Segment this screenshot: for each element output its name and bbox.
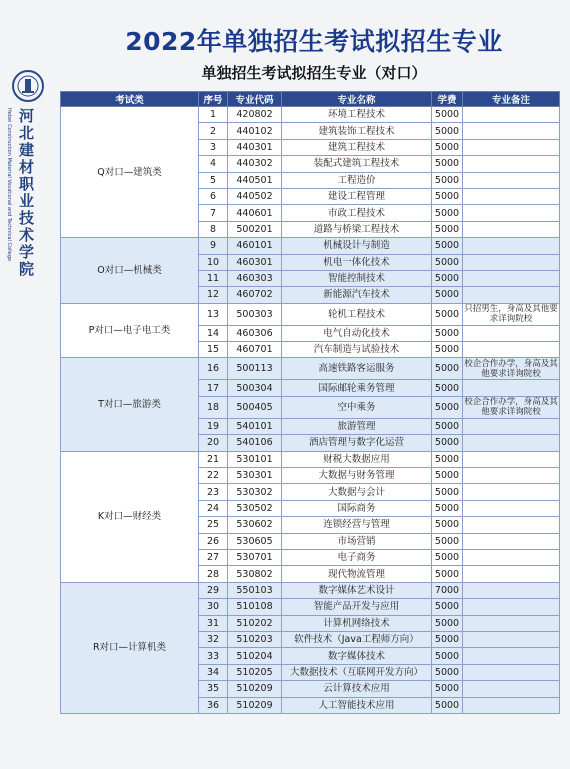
number-cell: 1 [199,107,228,123]
code-cell: 540106 [228,435,282,451]
fee-cell: 5000 [432,664,463,680]
number-cell: 12 [199,287,228,303]
major-name-cell: 建设工程管理 [282,188,432,204]
fee-cell: 7000 [432,582,463,598]
code-cell: 530101 [228,451,282,467]
major-name-cell: 智能控制技术 [282,270,432,286]
note-cell [463,221,560,237]
fee-cell: 5000 [432,254,463,270]
table-header [61,92,560,107]
code-cell: 500201 [228,221,282,237]
note-cell [463,342,560,358]
fee-cell: 5000 [432,123,463,139]
note-cell [463,631,560,647]
note-cell [463,188,560,204]
col-header-name: 专业名称 [282,92,432,107]
major-name-cell: 大数据技术（互联网开发方向） [282,664,432,680]
number-cell: 10 [199,254,228,270]
fee-cell: 5000 [432,287,463,303]
note-cell [463,156,560,172]
fee-cell: 5000 [432,107,463,123]
code-cell: 440502 [228,188,282,204]
fee-cell: 5000 [432,342,463,358]
major-name-cell: 数字媒体技术 [282,648,432,664]
major-name-cell: 市政工程技术 [282,205,432,221]
number-cell: 9 [199,238,228,254]
code-cell: 530605 [228,533,282,549]
note-cell [463,435,560,451]
fee-cell: 5000 [432,468,463,484]
code-cell: 530301 [228,468,282,484]
code-cell: 510202 [228,615,282,631]
code-cell: 460702 [228,287,282,303]
fee-cell: 5000 [432,484,463,500]
code-cell: 510108 [228,599,282,615]
major-name-cell: 计算机网络技术 [282,615,432,631]
note-cell [463,648,560,664]
school-logo [12,70,44,102]
table-row [61,451,560,467]
major-name-cell: 国际商务 [282,500,432,516]
code-cell: 500303 [228,303,282,325]
code-cell: 530602 [228,517,282,533]
note-cell [463,664,560,680]
school-name: 河北建材职业技术学院 [17,108,35,278]
note-cell [463,270,560,286]
code-cell: 530502 [228,500,282,516]
col-header-code: 专业代码 [228,92,282,107]
fee-cell: 5000 [432,697,463,713]
col-header-fee: 学费 [432,92,463,107]
code-cell: 500304 [228,380,282,396]
note-cell [463,517,560,533]
number-cell: 24 [199,500,228,516]
note-cell [463,107,560,123]
number-cell: 18 [199,396,228,418]
number-cell: 3 [199,139,228,155]
fee-cell: 5000 [432,631,463,647]
fee-cell: 5000 [432,533,463,549]
code-cell: 510209 [228,697,282,713]
code-cell: 460303 [228,270,282,286]
code-cell: 550103 [228,582,282,598]
code-cell: 530302 [228,484,282,500]
major-name-cell: 大数据与财务管理 [282,468,432,484]
fee-cell: 5000 [432,681,463,697]
code-cell: 460701 [228,342,282,358]
code-cell: 440601 [228,205,282,221]
category-cell: T对口—旅游类 [61,358,199,451]
note-cell [463,123,560,139]
major-name-cell: 云计算技术应用 [282,681,432,697]
note-cell: 校企合作办学，身高及其他要求详询院校 [464,397,558,418]
major-name-cell: 机电一体化技术 [282,254,432,270]
code-cell: 460306 [228,325,282,341]
note-cell [463,172,560,188]
major-name-cell: 汽车制造与试验技术 [282,342,432,358]
fee-cell: 5000 [432,599,463,615]
code-cell: 440301 [228,139,282,155]
number-cell: 17 [199,380,228,396]
major-name-cell: 装配式建筑工程技术 [282,156,432,172]
fee-cell: 5000 [432,325,463,341]
note-cell: 只招男生，身高及其他要求详询院校 [464,304,558,325]
fee-cell: 5000 [432,205,463,221]
note-cell [463,254,560,270]
number-cell: 20 [199,435,228,451]
note-cell [463,205,560,221]
code-cell: 530701 [228,549,282,565]
col-header-category: 考试类 [61,92,199,107]
number-cell: 27 [199,549,228,565]
table-row [61,107,560,123]
fee-cell: 5000 [432,648,463,664]
number-cell: 35 [199,681,228,697]
major-name-cell: 数字媒体艺术设计 [282,582,432,598]
major-name-cell: 轮机工程技术 [282,303,432,325]
category-cell: Q对口—建筑类 [61,107,199,238]
number-cell: 7 [199,205,228,221]
note-cell [463,468,560,484]
number-cell: 36 [199,697,228,713]
major-name-cell: 智能产品开发与应用 [282,599,432,615]
fee-cell: 5000 [432,396,463,418]
code-cell: 500405 [228,396,282,418]
number-cell: 26 [199,533,228,549]
number-cell: 33 [199,648,228,664]
fee-cell: 5000 [432,500,463,516]
major-name-cell: 软件技术（Java工程师方向） [282,631,432,647]
number-cell: 16 [199,358,228,380]
code-cell: 540101 [228,418,282,434]
fee-cell: 5000 [432,517,463,533]
fee-cell: 5000 [432,418,463,434]
note-cell [463,287,560,303]
fee-cell: 5000 [432,221,463,237]
number-cell: 14 [199,325,228,341]
major-name-cell: 高速铁路客运服务 [282,358,432,380]
major-name-cell: 现代物流管理 [282,566,432,582]
majors-table [60,91,560,714]
number-cell: 22 [199,468,228,484]
major-name-cell: 旅游管理 [282,418,432,434]
major-name-cell: 人工智能技术应用 [282,697,432,713]
table-row [61,303,560,325]
number-cell: 13 [199,303,228,325]
col-header-note: 专业备注 [463,92,560,107]
note-cell [463,380,560,396]
code-cell: 460301 [228,254,282,270]
fee-cell: 5000 [432,238,463,254]
major-name-cell: 新能源汽车技术 [282,287,432,303]
fee-cell: 5000 [432,451,463,467]
fee-cell: 5000 [432,139,463,155]
code-cell: 510203 [228,631,282,647]
major-name-cell: 国际邮轮乘务管理 [282,380,432,396]
number-cell: 25 [199,517,228,533]
code-cell: 420802 [228,107,282,123]
major-name-cell: 道路与桥梁工程技术 [282,221,432,237]
col-header-no: 序号 [199,92,228,107]
note-cell [463,549,560,565]
note-cell [463,500,560,516]
number-cell: 30 [199,599,228,615]
note-cell [463,681,560,697]
code-cell: 500113 [228,358,282,380]
number-cell: 32 [199,631,228,647]
number-cell: 23 [199,484,228,500]
note-cell [463,139,560,155]
major-name-cell: 电气自动化技术 [282,325,432,341]
note-cell [463,697,560,713]
number-cell: 8 [199,221,228,237]
number-cell: 2 [199,123,228,139]
fee-cell: 5000 [432,270,463,286]
fee-cell: 5000 [432,156,463,172]
fee-cell: 5000 [432,358,463,380]
note-cell [463,533,560,549]
major-name-cell: 环境工程技术 [282,107,432,123]
category-cell: R对口—计算机类 [61,582,199,713]
table-row [61,238,560,254]
number-cell: 31 [199,615,228,631]
code-cell: 440302 [228,156,282,172]
fee-cell: 5000 [432,435,463,451]
major-name-cell: 大数据与会计 [282,484,432,500]
code-cell: 510205 [228,664,282,680]
major-name-cell: 电子商务 [282,549,432,565]
category-cell: K对口—财经类 [61,451,199,582]
note-cell [463,615,560,631]
note-cell [463,238,560,254]
note-cell [463,484,560,500]
school-name-en: Hebei Construction Material Vocational and Technical College [6,108,12,262]
code-cell: 440501 [228,172,282,188]
fee-cell: 5000 [432,172,463,188]
number-cell: 21 [199,451,228,467]
major-name-cell: 连锁经营与管理 [282,517,432,533]
major-name-cell: 市场营销 [282,533,432,549]
major-name-cell: 建筑工程技术 [282,139,432,155]
number-cell: 34 [199,664,228,680]
fee-cell: 5000 [432,303,463,325]
fee-cell: 5000 [432,615,463,631]
note-cell [463,418,560,434]
category-cell: O对口—机械类 [61,238,199,304]
code-cell: 460101 [228,238,282,254]
note-cell: 校企合作办学，身高及其他要求详询院校 [464,358,558,379]
number-cell: 6 [199,188,228,204]
note-cell [463,566,560,582]
major-name-cell: 财税大数据应用 [282,451,432,467]
number-cell: 11 [199,270,228,286]
major-name-cell: 空中乘务 [282,396,432,418]
fee-cell: 5000 [432,380,463,396]
major-name-cell: 建筑装饰工程技术 [282,123,432,139]
page-subtitle: 单独招生考试拟招生专业（对口） [201,64,427,82]
number-cell: 4 [199,156,228,172]
side-banner [0,0,58,769]
note-cell [463,599,560,615]
note-cell [463,582,560,598]
table-row [61,582,560,598]
category-cell: P对口—电子电工类 [61,303,199,358]
major-name-cell: 机械设计与制造 [282,238,432,254]
code-cell: 440102 [228,123,282,139]
number-cell: 5 [199,172,228,188]
table-row [61,358,560,380]
number-cell: 29 [199,582,228,598]
page-title: 2022年单独招生考试拟招生专业 [125,27,503,56]
table-body [61,107,560,714]
number-cell: 28 [199,566,228,582]
major-name-cell: 酒店管理与数字化运营 [282,435,432,451]
note-cell [463,451,560,467]
fee-cell: 5000 [432,566,463,582]
code-cell: 530802 [228,566,282,582]
note-cell [463,325,560,341]
code-cell: 510204 [228,648,282,664]
number-cell: 15 [199,342,228,358]
fee-cell: 5000 [432,549,463,565]
code-cell: 510209 [228,681,282,697]
major-name-cell: 工程造价 [282,172,432,188]
number-cell: 19 [199,418,228,434]
fee-cell: 5000 [432,188,463,204]
